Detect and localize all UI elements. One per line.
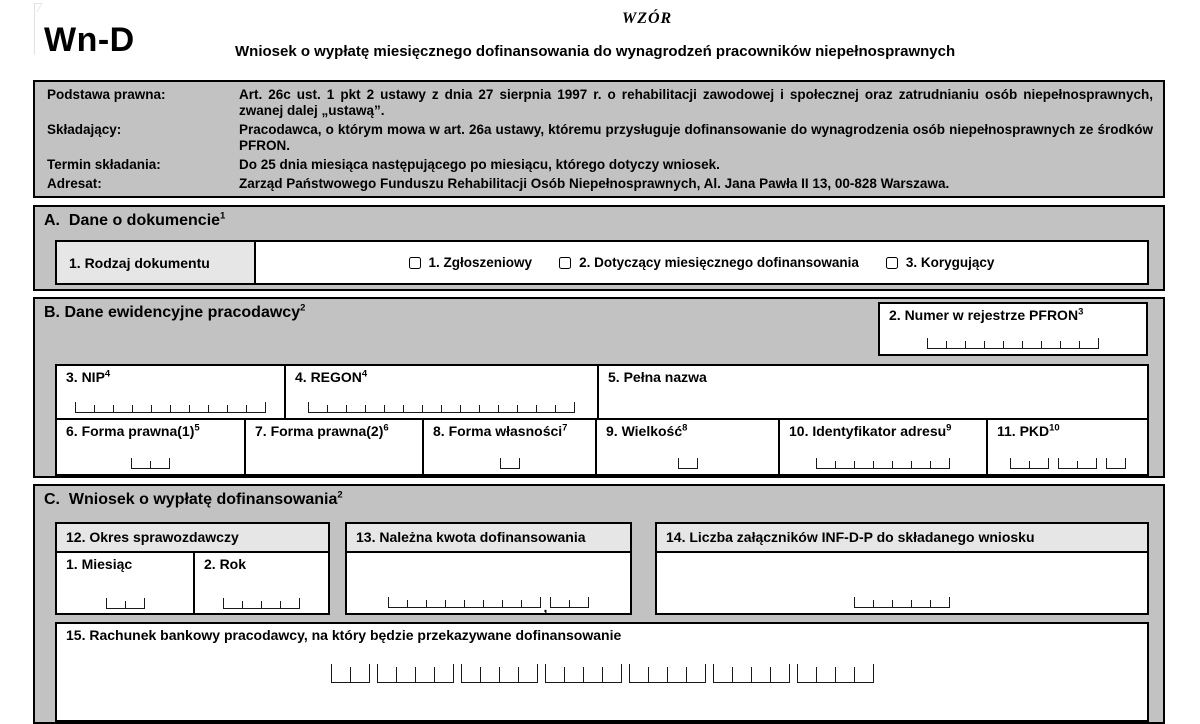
comb-cell — [854, 461, 873, 469]
nalezna-kwota-input-comb[interactable] — [388, 597, 590, 615]
comb-cell — [261, 601, 280, 609]
comb-group — [500, 458, 520, 469]
comb-cell — [422, 405, 441, 413]
rachunek-bankowy-box — [55, 622, 1149, 722]
comb-cell — [460, 405, 479, 413]
employer-data-table — [55, 364, 1149, 476]
comb-group — [75, 402, 266, 413]
comb-cell — [564, 667, 583, 683]
forma-wlasnosci-label: 8. Forma własności$^7$ — [433, 422, 568, 439]
identyfikator-adresu-label: 10. Identyfikator adresu$^9$ — [789, 422, 952, 439]
comb-cell — [106, 598, 125, 609]
liczba-zalacznikow-box — [655, 522, 1149, 615]
comb-cell — [403, 405, 422, 413]
legal-text: Art. 26c ust. 1 pkt 2 ustawy z dnia 27 sierpnia 1997 r. o rehabilitacji zawodowej i społecznej oraz zatrudnianiu osób niepełnosprawnych, zwanej dalej „ustawą”. — [239, 87, 1153, 118]
comb-cell — [892, 461, 911, 469]
comb-cell — [854, 667, 873, 683]
comb-cell — [125, 601, 144, 609]
comb-group — [629, 664, 706, 683]
comb-cell — [797, 664, 816, 683]
comb-cell — [502, 600, 521, 608]
legal-text: Pracodawca, o którym mowa w art. 26a ustawy, któremu przysługuje dofinansowanie do wynagrodzenia osób niepełnosprawnych ze środków PFRON. — [239, 122, 1153, 153]
comb-cell — [835, 461, 854, 469]
pkd-label: 11. PKD$^{10}$ — [997, 422, 1060, 439]
comb-cell — [131, 458, 150, 469]
comb-group — [377, 664, 454, 683]
comb-cell — [713, 664, 732, 683]
comb-cell — [377, 664, 396, 683]
option-label: 1. Zgłoszeniowy — [428, 255, 533, 270]
comb-cell — [346, 405, 365, 413]
form-code: Wn-D — [44, 21, 135, 59]
regon-label: 4. REGON$^4$ — [295, 368, 368, 385]
comb-cell — [208, 405, 227, 413]
document-type-row — [55, 240, 1149, 285]
legal-text: Do 25 dnia miesiąca następującego po miesiącu, którego dotyczy wniosek. — [239, 157, 720, 172]
miesiac-label: 1. Miesiąc — [66, 556, 133, 572]
comb-cell — [396, 667, 415, 683]
comb-cell — [426, 600, 445, 608]
comb-cell — [500, 458, 519, 469]
comb-cell — [946, 341, 965, 349]
comb-cell — [648, 667, 667, 683]
option-korygujacy[interactable] — [886, 255, 995, 270]
comb-cell — [498, 405, 517, 413]
forma-prawna-1-label: 6. Forma $prawna(1)^5$ — [66, 422, 200, 439]
full-name-cell[interactable] — [599, 366, 1147, 418]
comb-cell — [911, 461, 930, 469]
comb-cell — [407, 600, 426, 608]
nip-input-comb[interactable] — [57, 402, 284, 413]
comb-cell — [1022, 341, 1041, 349]
checkbox-icon[interactable] — [409, 257, 421, 269]
wielkosc-cell — [597, 420, 780, 474]
comb-cell — [170, 405, 189, 413]
nip-label: 3. NIP$^4$ — [66, 368, 111, 385]
comb-cell — [873, 600, 892, 608]
comb-cell — [835, 667, 854, 683]
regon-input-comb[interactable] — [286, 402, 597, 413]
comb-group — [1106, 458, 1126, 469]
comb-cell — [388, 597, 407, 608]
document-type-label: 1. Rodzaj dokumentu — [57, 242, 256, 283]
comb-cell — [686, 667, 705, 683]
nalezna-kwota-body — [347, 553, 630, 615]
forma-prawna-1-cell — [57, 420, 246, 474]
comb-group — [223, 598, 300, 609]
comb-group — [131, 458, 170, 469]
comb-cell — [629, 664, 648, 683]
comb-cell — [350, 667, 369, 683]
full-name-label: 5. Pełna nazwa — [608, 369, 707, 385]
comb-cell — [854, 597, 873, 608]
comb-cell — [1058, 458, 1077, 469]
comb-cell — [732, 667, 751, 683]
comb-cell — [227, 405, 246, 413]
comb-cell — [569, 600, 588, 608]
table-row — [57, 366, 1147, 420]
comb-cell — [132, 405, 151, 413]
rachunek-bankowy-input-comb[interactable] — [57, 664, 1147, 683]
comb-cell — [479, 405, 498, 413]
comb-group — [308, 402, 575, 413]
nalezna-kwota-box — [345, 522, 632, 615]
comb-cell — [94, 405, 113, 413]
section-b-title: B. Dane ewidencyjne pracodawcy$^2$ — [44, 302, 306, 321]
legal-text: Zarząd Państwowego Funduszu Rehabilitacji Osób Niepełnosprawnych, Al. Jana Pawła II 13, 00-828 Warszawa. — [239, 176, 950, 191]
comb-separator: , — [543, 599, 548, 615]
comb-cell — [984, 341, 1003, 349]
checkbox-icon[interactable] — [886, 257, 898, 269]
comb-cell — [464, 600, 483, 608]
comb-group — [106, 598, 145, 609]
comb-cell — [499, 667, 518, 683]
comb-cell — [75, 402, 94, 413]
form-title: Wniosek o wypłatę miesięcznego dofinansowania do wynagrodzeń pracowników niepełnosprawnych — [235, 43, 956, 60]
comb-cell — [602, 667, 621, 683]
pkd-cell — [988, 420, 1147, 474]
comb-cell — [550, 597, 569, 608]
section-c-title: C. Wniosek o wypłatę dofinansowania$^2$ — [44, 489, 343, 508]
comb-cell — [678, 458, 697, 469]
identyfikator-adresu-input-comb[interactable] — [780, 458, 986, 469]
comb-group — [854, 597, 950, 608]
miesiac-cell — [57, 553, 195, 615]
okres-sprawozdawczy-box — [55, 522, 330, 615]
nip-cell — [57, 366, 286, 418]
comb-cell — [1029, 461, 1048, 469]
comb-cell — [246, 405, 265, 413]
comb-cell — [545, 664, 564, 683]
comb-cell — [434, 667, 453, 683]
option-label: 3. Korygujący — [905, 255, 995, 270]
okres-sprawozdawczy-body — [57, 553, 328, 615]
comb-cell — [930, 600, 949, 608]
comb-cell — [280, 601, 299, 609]
legal-label: Składający: — [47, 122, 122, 137]
comb-group — [678, 458, 698, 469]
comb-group — [816, 458, 950, 469]
section-a-dane-o-dokumencie — [33, 205, 1165, 291]
comb-cell — [965, 341, 984, 349]
comb-group — [1010, 458, 1049, 469]
comb-cell — [930, 461, 949, 469]
comb-cell — [536, 405, 555, 413]
comb-cell — [555, 405, 574, 413]
watermark-wzor: WZÓR — [622, 10, 673, 27]
comb-group — [331, 664, 370, 683]
forma-prawna-2-label: 7. Forma $prawna(2)^6$ — [255, 422, 389, 439]
legal-row-podstawa — [47, 87, 1153, 119]
scan-cursor-artifact — [34, 3, 44, 55]
forma-wlasnosci-cell — [424, 420, 597, 474]
comb-cell — [892, 600, 911, 608]
forma-prawna-2-cell[interactable] — [246, 420, 424, 474]
comb-cell — [483, 600, 502, 608]
rok-cell — [195, 553, 328, 615]
legal-label: Adresat: — [47, 176, 102, 191]
legal-row-skladajacy — [47, 122, 1153, 154]
legal-info-box — [33, 80, 1165, 198]
liczba-zalacznikow-header: 14. Liczba załączników INF-D-P do składanego wniosku — [657, 524, 1147, 553]
comb-group — [1058, 458, 1097, 469]
comb-cell — [331, 664, 350, 683]
comb-cell — [1106, 458, 1125, 469]
section-c-wniosek-o-wyplate — [33, 484, 1165, 724]
comb-cell — [113, 405, 132, 413]
comb-cell — [151, 405, 170, 413]
forma-wlasnosci-input-comb[interactable] — [424, 458, 595, 469]
comb-group — [388, 597, 541, 608]
pkd-input-comb[interactable] — [988, 458, 1147, 469]
liczba-zalacznikow-body — [657, 553, 1147, 615]
option-zgloszeniowy[interactable] — [409, 255, 533, 270]
comb-cell — [365, 405, 384, 413]
comb-group — [927, 338, 1099, 349]
table-row — [57, 420, 1147, 474]
comb-cell — [518, 667, 537, 683]
comb-group — [545, 664, 622, 683]
comb-cell — [1010, 458, 1029, 469]
option-label: 2. Dotyczący miesięcznego dofinansowania — [579, 255, 859, 270]
identyfikator-adresu-cell — [780, 420, 988, 474]
comb-cell — [521, 600, 540, 608]
rok-label: 2. Rok — [204, 556, 247, 572]
wielkosc-label: 9. Wielkość$^8$ — [606, 422, 688, 439]
comb-cell — [873, 461, 892, 469]
comb-cell — [223, 598, 242, 609]
comb-cell — [667, 667, 686, 683]
comb-cell — [770, 667, 789, 683]
comb-cell — [583, 667, 602, 683]
comb-cell — [1003, 341, 1022, 349]
comb-group — [550, 597, 589, 608]
liczba-zalacznikow-input-comb[interactable] — [854, 597, 950, 608]
pfron-number-input-comb[interactable] — [880, 338, 1146, 349]
comb-cell — [415, 667, 434, 683]
legal-row-termin — [47, 157, 1153, 173]
comb-cell — [308, 402, 327, 413]
regon-cell — [286, 366, 599, 418]
document-type-options — [256, 242, 1147, 283]
pfron-number-box — [878, 302, 1148, 356]
comb-cell — [517, 405, 536, 413]
comb-cell — [150, 461, 169, 469]
comb-cell — [445, 600, 464, 608]
option-dotyczacy-dofinansowania[interactable] — [559, 255, 859, 270]
nalezna-kwota-header: 13. Należna kwota dofinansowania — [347, 524, 630, 553]
pfron-number-label: 2. Numer w rejestrze PFRON$^3$ — [889, 306, 1084, 323]
comb-cell — [1077, 461, 1096, 469]
comb-cell — [461, 664, 480, 683]
section-a-title: A. Dane o dokumencie$^1$ — [44, 210, 226, 229]
legal-row-adresat — [47, 176, 1153, 192]
comb-cell — [242, 601, 261, 609]
comb-group — [797, 664, 874, 683]
wielkosc-input-comb[interactable] — [597, 458, 778, 469]
comb-cell — [189, 405, 208, 413]
comb-cell — [327, 405, 346, 413]
miesiac-input-comb[interactable] — [57, 598, 193, 609]
comb-group — [713, 664, 790, 683]
comb-cell — [816, 667, 835, 683]
comb-cell — [751, 667, 770, 683]
comb-cell — [441, 405, 460, 413]
legal-label: Podstawa prawna: — [47, 87, 166, 102]
comb-cell — [1041, 341, 1060, 349]
comb-cell — [927, 338, 946, 349]
section-b-dane-ewidencyjne — [33, 297, 1165, 478]
forma-prawna-1-input-comb[interactable] — [57, 458, 244, 469]
comb-cell — [911, 600, 930, 608]
comb-cell — [1060, 341, 1079, 349]
comb-cell — [1079, 341, 1098, 349]
legal-label: Termin składania: — [47, 157, 161, 172]
comb-cell — [384, 405, 403, 413]
rachunek-bankowy-label: 15. Rachunek bankowy pracodawcy, na który będzie przekazywane dofinansowanie — [66, 627, 622, 643]
comb-cell — [816, 458, 835, 469]
rok-input-comb[interactable] — [195, 598, 328, 609]
okres-sprawozdawczy-header: 12. Okres sprawozdawczy — [57, 524, 328, 553]
comb-group — [461, 664, 538, 683]
checkbox-icon[interactable] — [559, 257, 571, 269]
comb-cell — [480, 667, 499, 683]
